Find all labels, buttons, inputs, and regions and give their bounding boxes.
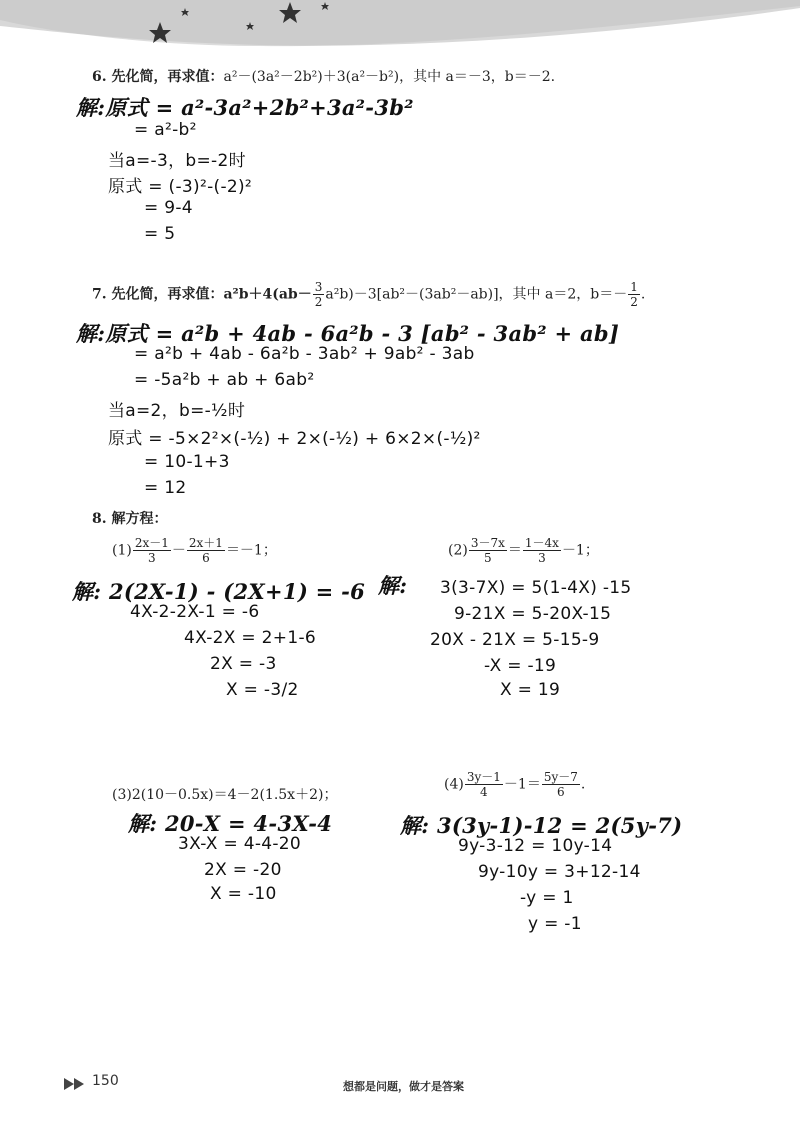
q6-answer-line-4: 原式 = (-3)²-(-2)² (108, 177, 253, 197)
stars-banner-icon (0, 0, 800, 60)
q8-3-answer-line-1: 解: 20-X = 4-3X-4 (128, 811, 333, 836)
q8-1-answer-line-1: 解: 2(2X-1) - (2X+1) = -6 (72, 579, 366, 604)
footer-motto: 想都是问题，做才是答案 (343, 1080, 464, 1093)
q7-answer-line-6: = 10-1+3 (144, 452, 230, 472)
q8-1-answer-line-5: X = -3/2 (226, 680, 299, 700)
q8-4-answer-line-5: y = -1 (528, 914, 582, 934)
q8-2-answer-line-6: X = 19 (500, 680, 561, 700)
q8-2-answer-line-4: 20X - 21X = 5-15-9 (430, 630, 600, 650)
q8-title: 8. 解方程： (92, 511, 168, 527)
q8-1-prompt: (1) $\frac{2x-1}{3}$ － $\frac{2x+1}{6}$ ＝－1； (112, 536, 277, 565)
q8-4-answer-line-4: -y = 1 (520, 888, 574, 908)
q8-2-answer-line-2: 3(3-7X) = 5(1-4X) -15 (440, 578, 632, 598)
q6-prompt: 6. 先化简，再求值：a²－(3a²－2b²)＋3(a²－b²)，其中 a＝－3，b＝－2. (92, 69, 556, 85)
q8-1-answer-line-2: 4X-2-2X-1 = -6 (130, 602, 260, 622)
q7-answer-line-5: 原式 = -5×2²×(-½) + 2×(-½) + 6×2×(-½)² (108, 429, 481, 449)
q8-1-answer-line-4: 2X = -3 (210, 654, 277, 674)
q7-answer-line-2: = a²b + 4ab - 6a²b - 3ab² + 9ab² - 3ab (134, 344, 475, 364)
q8-2-answer-line-1: 解: (378, 573, 408, 598)
q8-3-answer-line-4: X = -10 (210, 884, 277, 904)
double-arrow-icon (64, 1078, 90, 1090)
q8-3-answer-line-2: 3X-X = 4-4-20 (178, 834, 302, 854)
q7-prompt: 7. 先化简，再求值：a²b＋4(ab－ $\frac{3}{2}$ a²b)－3[ab²－(3ab²－ab)]，其中 a＝2，b＝－ $\frac{1}{2}$ . (92, 280, 646, 309)
q8-3-answer-line-3: 2X = -20 (204, 860, 282, 880)
q6-answer-line-5: = 9-4 (144, 198, 193, 218)
q8-2-answer-line-3: 9-21X = 5-20X-15 (454, 604, 612, 624)
q6-answer-line-3: 当a=-3，b=-2时 (108, 151, 246, 171)
q8-2-answer-line-5: -X = -19 (484, 656, 557, 676)
q8-3-prompt: (3)2(10－0.5x)＝4－2(1.5x＋2)； (112, 787, 338, 803)
q7-answer-line-3: = -5a²b + ab + 6ab² (134, 370, 315, 390)
q8-2-prompt: (2) $\frac{3-7x}{5}$ ＝ $\frac{1-4x}{3}$ －1； (448, 536, 599, 565)
page-number: 150 (92, 1073, 119, 1089)
q7-answer-line-4: 当a=2，b=-½时 (108, 401, 246, 421)
q6-answer-line-1: 解:原式 = a²-3a²+2b²+3a²-3b² (76, 95, 414, 120)
q8-1-answer-line-3: 4X-2X = 2+1-6 (184, 628, 316, 648)
q6-answer-line-2: = a²-b² (134, 120, 197, 140)
q8-4-answer-line-2: 9y-3-12 = 10y-14 (458, 836, 613, 856)
q6-answer-line-6: = 5 (144, 224, 176, 244)
q8-4-answer-line-3: 9y-10y = 3+12-14 (478, 862, 641, 882)
q8-4-answer-line-1: 解: 3(3y-1)-12 = 2(5y-7) (400, 813, 683, 838)
q7-answer-line-7: = 12 (144, 478, 187, 498)
q7-answer-line-1: 解:原式 = a²b + 4ab - 6a²b - 3 [ab² - 3ab² + ab] (76, 321, 620, 346)
q8-4-prompt: (4) $\frac{3y-1}{4}$ －1＝ $\frac{5y-7}{6}$ . (444, 770, 586, 799)
